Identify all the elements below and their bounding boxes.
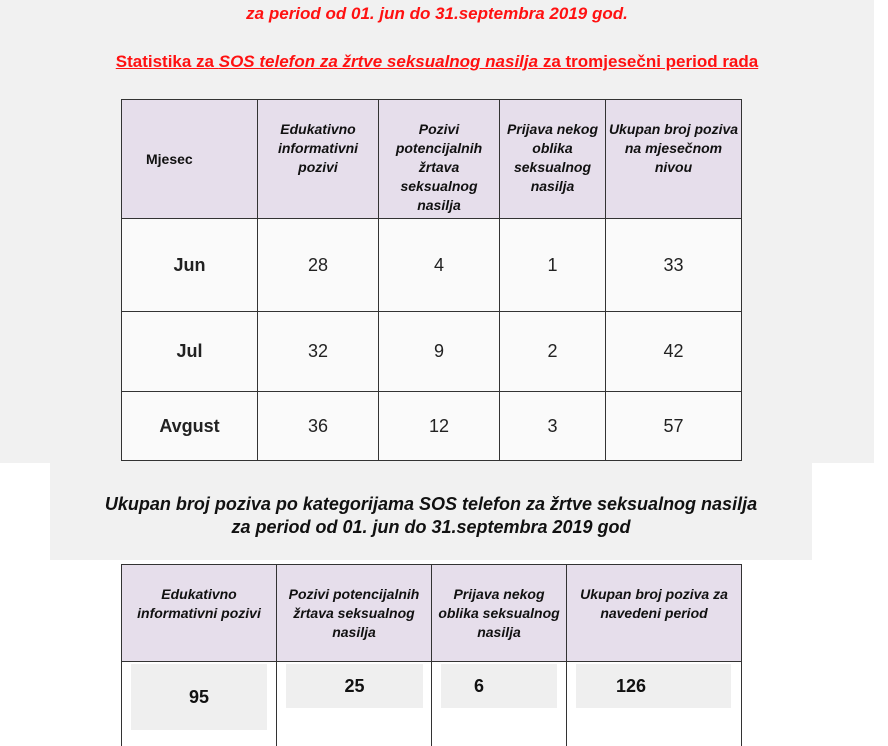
summary-cell (122, 662, 277, 746)
header-violence-reports: Prijava nekog oblika seksualnog nasilja (500, 100, 606, 219)
violence-reports-cell: 1 (500, 219, 606, 312)
month-cell: Avgust (122, 392, 258, 461)
summary-header-victim-calls: Pozivi potencijalnih žrtava seksualnog nasilja (277, 565, 432, 662)
statistics-title-sos: SOS telefon za žrtve seksualnog nasilja (219, 52, 538, 71)
summary-cell (567, 662, 742, 746)
monthly-total-cell: 42 (606, 312, 742, 392)
table-header-row (122, 100, 742, 219)
monthly-total-cell: 33 (606, 219, 742, 312)
monthly-total-cell: 57 (606, 392, 742, 461)
summary-cell (277, 662, 432, 746)
statistics-title-prefix: Statistika za (116, 52, 219, 71)
summary-title-line2: za period od 01. jun do 31.septembra 2019 god (50, 517, 812, 538)
month-cell: Jun (122, 219, 258, 312)
summary-title-line1: Ukupan broj poziva po kategorijama SOS telefon za žrtve seksualnog nasilja (50, 494, 812, 515)
summary-violence-reports-value: 6 (441, 664, 557, 708)
victim-calls-cell: 4 (379, 219, 500, 312)
header-monthly-total: Ukupan broj poziva na mjesečnom nivou (606, 100, 742, 219)
educational-calls-cell: 32 (258, 312, 379, 392)
table-row (122, 219, 742, 312)
summary-calls-table (121, 564, 742, 746)
table-row (122, 662, 742, 746)
table-row (122, 392, 742, 461)
summary-header-educational-calls: Edukativno informativni pozivi (122, 565, 277, 662)
statistics-title-suffix: za tromjesečni period rada (538, 52, 758, 71)
violence-reports-cell: 2 (500, 312, 606, 392)
summary-victim-calls-value: 25 (286, 664, 423, 708)
summary-period-total-value: 126 (576, 664, 731, 708)
period-line: za period od 01. jun do 31.septembra 2019 god. (0, 4, 874, 24)
header-educational-calls: Edukativno informativni pozivi (258, 100, 379, 219)
summary-cell (432, 662, 567, 746)
monthly-calls-table (121, 99, 742, 461)
victim-calls-cell: 12 (379, 392, 500, 461)
summary-header-violence-reports: Prijava nekog oblika seksualnog nasilja (432, 565, 567, 662)
header-month: Mjesec (122, 100, 258, 219)
educational-calls-cell: 28 (258, 219, 379, 312)
month-cell: Jul (122, 312, 258, 392)
victim-calls-cell: 9 (379, 312, 500, 392)
statistics-title (0, 52, 874, 72)
header-victim-calls: Pozivi potencijalnih žrtava seksualnog nasilja (379, 100, 500, 219)
table-header-row (122, 565, 742, 662)
summary-header-period-total: Ukupan broj poziva za navedeni period (567, 565, 742, 662)
educational-calls-cell: 36 (258, 392, 379, 461)
violence-reports-cell: 3 (500, 392, 606, 461)
summary-educational-value: 95 (131, 664, 267, 730)
table-row (122, 312, 742, 392)
